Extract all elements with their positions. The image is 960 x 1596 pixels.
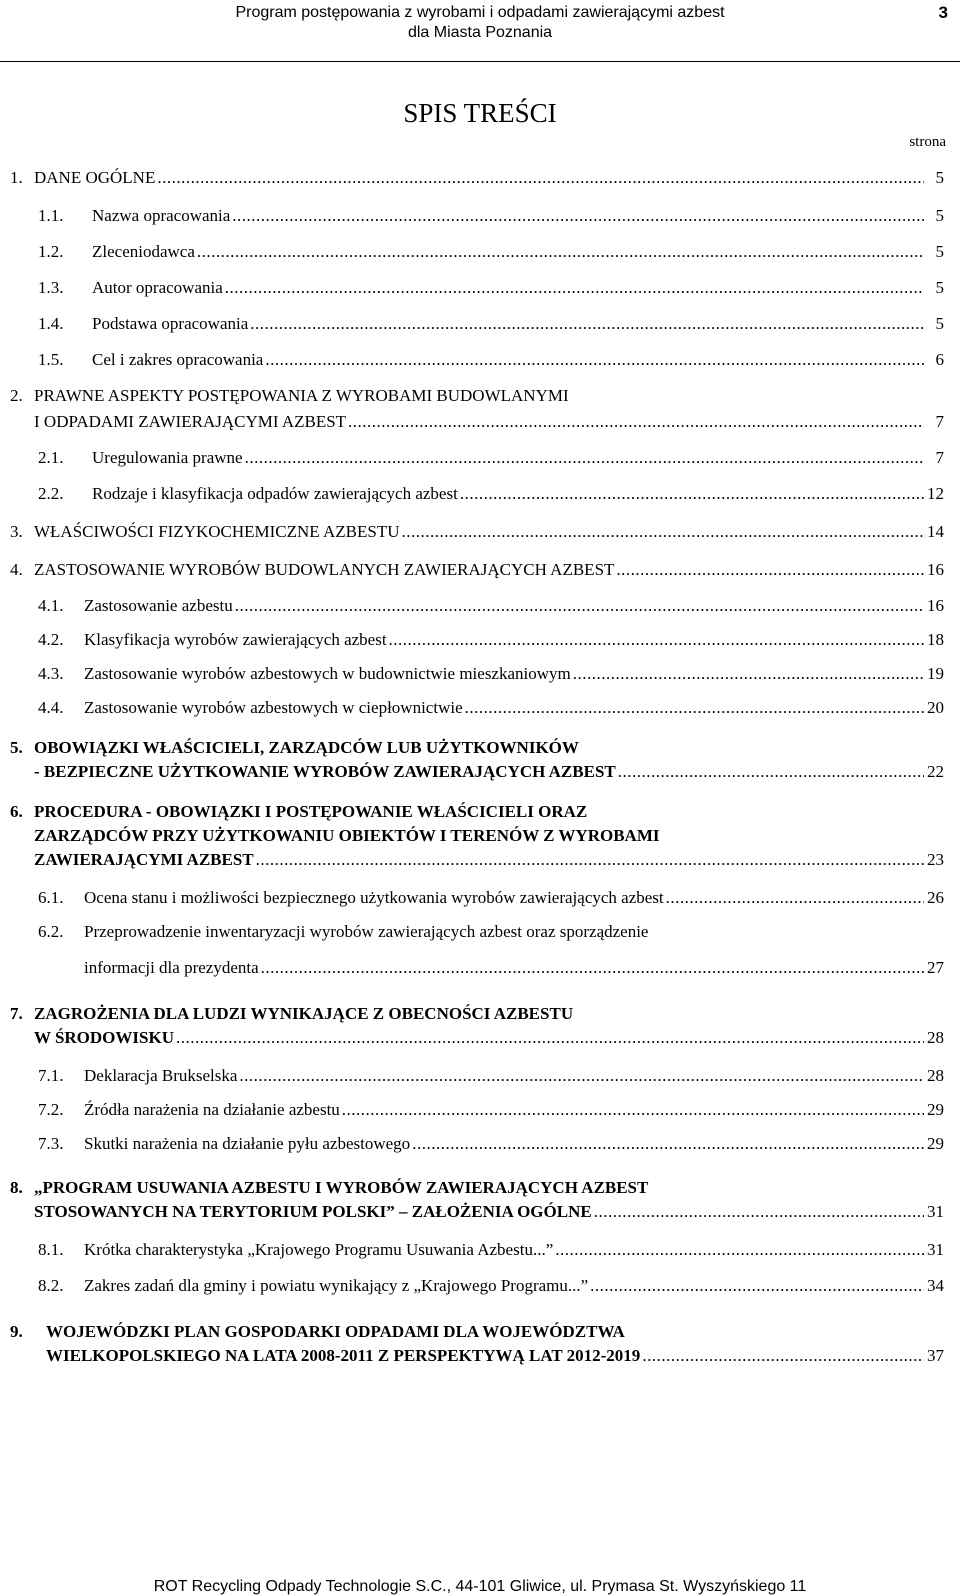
toc-entry-1-4[interactable] xyxy=(38,314,944,334)
toc-entry-page: 7 xyxy=(935,448,944,467)
header-subtitle: dla Miasta Poznania xyxy=(407,24,553,41)
toc-entry-page: 5 xyxy=(935,314,944,333)
toc-leader xyxy=(590,1276,924,1296)
toc-leader xyxy=(239,1066,924,1086)
toc-entry-2-1[interactable] xyxy=(38,448,944,468)
toc-entry-page: 12 xyxy=(927,484,944,503)
toc-leader xyxy=(348,412,924,432)
toc-entry-text: Zakres zadań dla gminy i powiatu wynikający z „Krajowego Programu...” xyxy=(84,1276,589,1295)
toc-leader xyxy=(250,314,924,334)
toc-leader xyxy=(465,698,924,718)
toc-entry-page: 16 xyxy=(927,560,944,579)
toc-entry-number: 2.1. xyxy=(38,448,64,467)
toc-leader xyxy=(265,350,924,370)
toc-entry-text: PRAWNE ASPEKTY POSTĘPOWANIA Z WYROBAMI BUDOWLANYMI xyxy=(34,386,569,405)
toc-entry-1-3[interactable] xyxy=(38,278,944,298)
toc-entry-number: 1.3. xyxy=(38,278,64,297)
toc-entry-page: 5 xyxy=(935,168,944,187)
toc-entry-4-3[interactable] xyxy=(38,664,944,684)
toc-leader xyxy=(197,242,924,262)
toc-title: SPIS TREŚCI xyxy=(403,98,557,128)
toc-entry-number: 1.4. xyxy=(38,314,64,333)
page-number: 3 xyxy=(938,3,948,22)
toc-entry-text: - BEZPIECZNE UŻYTKOWANIE WYROBÓW ZAWIERAJĄCYCH AZBEST xyxy=(34,762,616,781)
toc-entry-8[interactable] xyxy=(10,1178,648,1198)
toc-entry-text: Podstawa opracowania xyxy=(92,314,249,333)
toc-entry-1-5[interactable] xyxy=(38,350,944,370)
toc-entry-page: 5 xyxy=(935,206,944,225)
toc-entry-text: Nazwa opracowania xyxy=(92,206,231,225)
toc-entry-number: 4.4. xyxy=(38,698,64,717)
toc-entry-text: Ocena stanu i możliwości bezpiecznego użytkowania wyrobów zawierających azbest xyxy=(84,888,664,907)
toc-entry-text: WOJEWÓDZKI PLAN GOSPODARKI ODPADAMI DLA WOJEWÓDZTWA xyxy=(46,1322,625,1341)
toc-entry-text: Zastosowanie wyrobów azbestowych w ciepłownictwie xyxy=(84,698,463,717)
toc-entry-page: 20 xyxy=(927,698,944,717)
toc-entry-9-continuation[interactable] xyxy=(46,1346,944,1366)
toc-entry-number: 2. xyxy=(10,386,23,405)
toc-entry-page: 37 xyxy=(927,1346,944,1365)
toc-entry-number: 8.2. xyxy=(38,1276,64,1295)
toc-leader xyxy=(460,484,924,504)
toc-entry-8-2[interactable] xyxy=(38,1276,944,1296)
toc-entry-text: Przeprowadzenie inwentaryzacji wyrobów zawierających azbest oraz sporządzenie xyxy=(84,922,649,941)
toc-entry-1-1[interactable] xyxy=(38,206,944,226)
toc-entry-page: 14 xyxy=(927,522,944,541)
toc-entry-6-1[interactable] xyxy=(38,888,944,908)
toc-entry-number: 6.1. xyxy=(38,888,64,907)
toc-entry-page: 34 xyxy=(927,1276,944,1295)
page-column-label: strona xyxy=(909,134,946,150)
toc-entry-text: ZARZĄDCÓW PRZY UŻYTKOWANIU OBIEKTÓW I TERENÓW Z WYROBAMI xyxy=(34,826,660,845)
toc-entry-6-2[interactable] xyxy=(38,922,648,942)
toc-entry-number: 7.3. xyxy=(38,1134,64,1153)
toc-entry-text: PROCEDURA - OBOWIĄZKI I POSTĘPOWANIE WŁAŚCICIELI ORAZ xyxy=(34,802,588,821)
toc-entry-text: Cel i zakres opracowania xyxy=(92,350,264,369)
toc-entry-page: 28 xyxy=(927,1066,944,1085)
toc-entry-2-2[interactable] xyxy=(38,484,944,504)
toc-entry-text: WŁAŚCIWOŚCI FIZYKOCHEMICZNE AZBESTU xyxy=(34,522,400,541)
toc-entry-7-2[interactable] xyxy=(38,1100,944,1120)
toc-entry-text: W ŚRODOWISKU xyxy=(34,1028,174,1047)
toc-entry-1-2[interactable] xyxy=(38,242,944,262)
toc-entry-3[interactable] xyxy=(10,522,944,542)
toc-entry-number: 7.1. xyxy=(38,1066,64,1085)
page-footer: ROT Recycling Odpady Technologie S.C., 44-101 Gliwice, ul. Prymasa St. Wyszyńskiego 11 xyxy=(153,1578,807,1595)
toc-entry-page: 31 xyxy=(927,1240,944,1259)
toc-entry-text: Skutki narażenia na działanie pyłu azbestowego xyxy=(84,1134,411,1153)
toc-leader xyxy=(642,1346,924,1366)
toc-entry-text: Deklaracja Brukselska xyxy=(84,1066,238,1085)
toc-entry-page: 16 xyxy=(927,596,944,615)
toc-entry-number: 4. xyxy=(10,560,23,579)
toc-entry-text: ZASTOSOWANIE WYROBÓW BUDOWLANYCH ZAWIERAJĄCYCH AZBEST xyxy=(34,560,615,579)
toc-entry-page: 31 xyxy=(927,1202,944,1221)
toc-entry-number: 4.3. xyxy=(38,664,64,683)
toc-entry-7[interactable] xyxy=(10,1004,573,1024)
toc-entry-text: Rodzaje i klasyfikacja odpadów zawierających azbest xyxy=(92,484,458,503)
toc-leader xyxy=(261,958,924,978)
toc-entry-6-continuation[interactable] xyxy=(34,850,944,870)
toc-leader xyxy=(225,278,924,298)
toc-entry-number: 4.1. xyxy=(38,596,64,615)
toc-entry-8-1[interactable] xyxy=(38,1240,944,1260)
page-header xyxy=(0,0,960,64)
toc-entry-text: STOSOWANYCH NA TERYTORIUM POLSKI” – ZAŁOŻENIA OGÓLNE xyxy=(34,1202,592,1221)
toc-entry-number: 1.2. xyxy=(38,242,64,261)
toc-entry-4-1[interactable] xyxy=(38,596,944,616)
toc-entry-9[interactable] xyxy=(10,1322,625,1342)
toc-entry-page: 27 xyxy=(927,958,944,977)
toc-entry-text: Uregulowania prawne xyxy=(92,448,243,467)
toc-entry-7-1[interactable] xyxy=(38,1066,944,1086)
toc-entry-text: Źródła narażenia na działanie azbestu xyxy=(84,1100,340,1119)
toc-entry-2[interactable] xyxy=(10,386,569,406)
toc-leader xyxy=(412,1134,924,1154)
toc-entry-4-2[interactable] xyxy=(38,630,944,650)
toc-entry-page: 23 xyxy=(927,850,944,869)
toc-entry-number: 8.1. xyxy=(38,1240,64,1259)
toc-entry-6-2-continuation[interactable] xyxy=(84,958,944,978)
toc-entry-text: OBOWIĄZKI WŁAŚCICIELI, ZARZĄDCÓW LUB UŻYTKOWNIKÓW xyxy=(34,738,579,757)
toc-entry-number: 6.2. xyxy=(38,922,64,941)
toc-entry-number: 7. xyxy=(10,1004,23,1023)
toc-leader xyxy=(389,630,924,650)
toc-entry-6[interactable] xyxy=(10,802,587,822)
toc-entry-page: 5 xyxy=(935,278,944,297)
toc-entry-number: 5. xyxy=(10,738,23,757)
toc-leader xyxy=(157,168,924,188)
toc-leader xyxy=(176,1028,924,1048)
toc-leader xyxy=(232,206,924,226)
toc-entry-7-3[interactable] xyxy=(38,1134,944,1154)
toc-entry-number: 8. xyxy=(10,1178,23,1197)
toc-entry-page: 7 xyxy=(935,412,944,431)
toc-entry-number: 7.2. xyxy=(38,1100,64,1119)
toc-entry-4-4[interactable] xyxy=(38,698,944,718)
header-divider xyxy=(0,61,960,62)
toc-entry-page: 29 xyxy=(927,1134,944,1153)
toc-entry-page: 26 xyxy=(927,888,944,907)
toc-entry-text: Autor opracowania xyxy=(92,278,223,297)
toc-entry-page: 19 xyxy=(927,664,944,683)
toc-entry-number: 4.2. xyxy=(38,630,64,649)
toc-entry-text: DANE OGÓLNE xyxy=(34,168,156,187)
toc-entry-text: ZAGROŻENIA DLA LUDZI WYNIKAJĄCE Z OBECNOŚCI AZBESTU xyxy=(34,1004,574,1023)
toc-entry-number: 9. xyxy=(10,1322,23,1341)
toc-leader xyxy=(594,1202,924,1222)
toc-entry-page: 29 xyxy=(927,1100,944,1119)
toc-entry-1[interactable] xyxy=(10,168,944,188)
toc-leader xyxy=(402,522,925,542)
toc-leader xyxy=(245,448,924,468)
toc-entry-text: I ODPADAMI ZAWIERAJĄCYMI AZBEST xyxy=(34,412,347,431)
toc-leader xyxy=(256,850,924,870)
toc-entry-5-continuation[interactable] xyxy=(34,762,944,782)
toc-entry-6-line2[interactable] xyxy=(34,826,660,846)
toc-entry-page: 28 xyxy=(927,1028,944,1047)
toc-entry-8-continuation[interactable] xyxy=(34,1202,944,1222)
toc-entry-text: Klasyfikacja wyrobów zawierających azbest xyxy=(84,630,387,649)
toc-entry-7-continuation[interactable] xyxy=(34,1028,944,1048)
toc-entry-5[interactable] xyxy=(10,738,579,758)
toc-entry-text: „PROGRAM USUWANIA AZBESTU I WYROBÓW ZAWIERAJĄCYCH AZBEST xyxy=(34,1178,649,1197)
toc-entry-number: 2.2. xyxy=(38,484,64,503)
toc-entry-number: 1. xyxy=(10,168,23,187)
toc-leader xyxy=(618,762,924,782)
toc-entry-page: 5 xyxy=(935,242,944,261)
toc-entry-page: 18 xyxy=(927,630,944,649)
toc-entry-text: Zastosowanie wyrobów azbestowych w budownictwie mieszkaniowym xyxy=(84,664,571,683)
toc-entry-number: 1.1. xyxy=(38,206,64,225)
toc-entry-page: 6 xyxy=(935,350,944,369)
toc-leader xyxy=(573,664,924,684)
toc-entry-number: 6. xyxy=(10,802,23,821)
toc-entry-text: ZAWIERAJĄCYMI AZBEST xyxy=(34,850,254,869)
toc-leader xyxy=(666,888,924,908)
toc-entry-number: 3. xyxy=(10,522,23,541)
toc-leader xyxy=(616,560,924,580)
toc-leader xyxy=(235,596,924,616)
toc-entry-text: Krótka charakterystyka „Krajowego Programu Usuwania Azbestu...” xyxy=(84,1240,554,1259)
toc-leader xyxy=(342,1100,924,1120)
toc-entry-text: WIELKOPOLSKIEGO NA LATA 2008-2011 Z PERSPEKTYWĄ LAT 2012-2019 xyxy=(46,1346,641,1365)
toc-entry-page: 22 xyxy=(927,762,944,781)
toc-entry-4[interactable] xyxy=(10,560,944,580)
toc-leader xyxy=(555,1240,924,1260)
toc-entry-number: 1.5. xyxy=(38,350,64,369)
toc-entry-2-continuation[interactable] xyxy=(34,412,944,432)
toc-entry-text: Zleceniodawca xyxy=(92,242,195,261)
toc-entry-text: informacji dla prezydenta xyxy=(84,958,259,977)
toc-entry-text: Zastosowanie azbestu xyxy=(84,596,233,615)
header-title: Program postępowania z wyrobami i odpadami zawierającymi azbest xyxy=(235,4,725,21)
